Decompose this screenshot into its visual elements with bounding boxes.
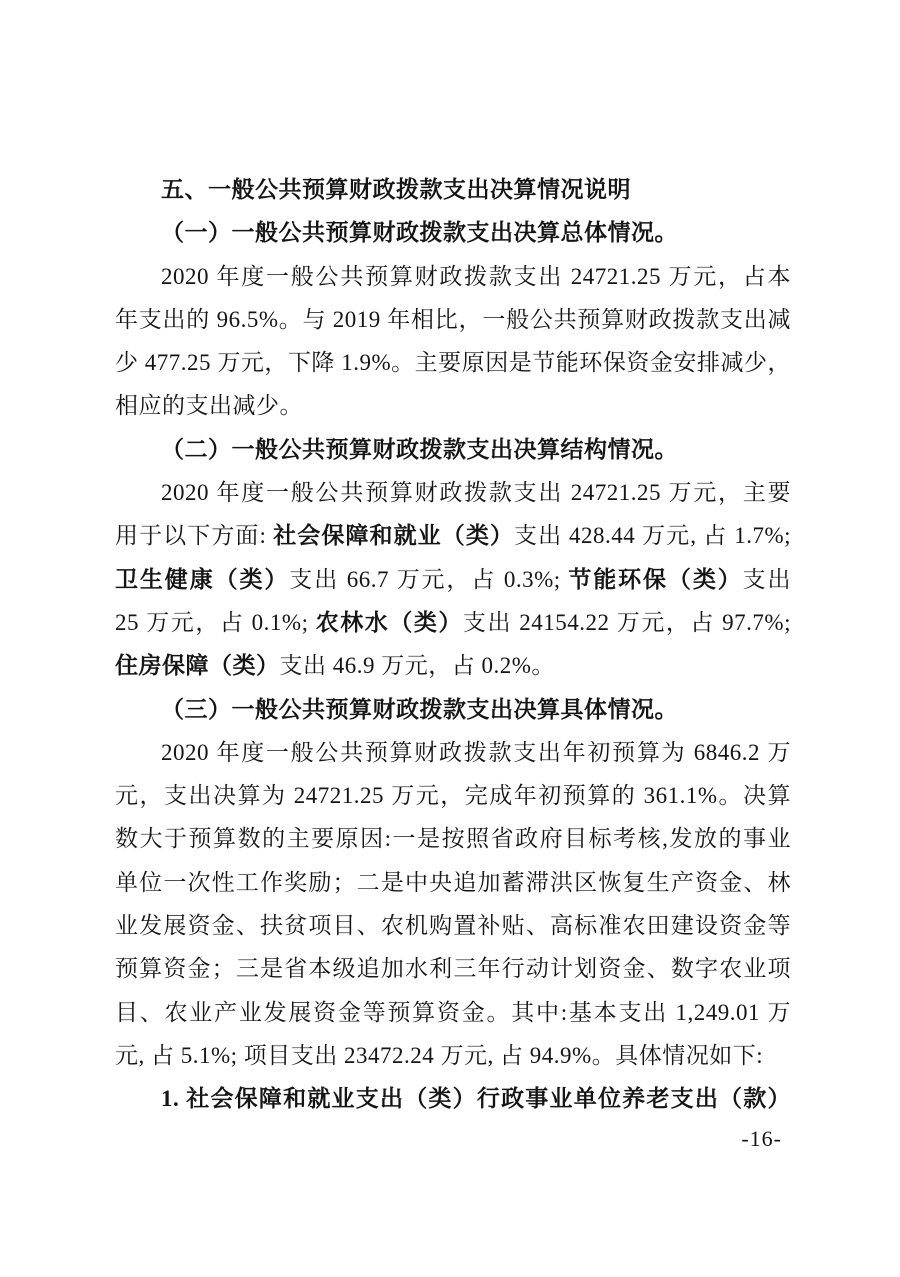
text-line [115,644,791,687]
text-line [115,471,791,514]
text-line [115,774,791,817]
heading-line [115,428,791,471]
document-body [115,168,791,1121]
text-line [115,514,791,557]
text-run: 五、一般公共预算财政拨款支出决算情况说明 [161,177,631,202]
text-run: （一）一般公共预算财政拨款支出决算总体情况。 [161,220,678,246]
text-run: 数大于预算数的主要原因:一是按照省政府目标考核,发放的事业 [115,826,791,852]
text-run: 用于以下方面: [115,523,274,549]
text-run: 少 477.25 万元，下降 1.9%。主要原因是节能环保资金安排减少， [115,350,791,376]
text-line [115,861,791,904]
text-run: 单位一次性工作奖励；二是中央追加蓄滞洪区恢复生产资金、林 [115,869,791,895]
text-run: 1. 社会保障和就业支出（类）行政事业单位养老支出（款） [161,1086,791,1112]
text-line [115,947,791,990]
text-run: 支出 428.44 万元, 占 1.7%; [514,523,792,549]
text-run: 年支出的 96.5%。与 2019 年相比，一般公共预算财政拨款支出减 [115,306,791,332]
text-run: （三）一般公共预算财政拨款支出决算具体情况。 [161,696,678,722]
text-line [115,558,791,601]
text-line [115,298,791,341]
text-run: 支出 [742,566,792,592]
text-line [115,1034,791,1077]
text-run: 农林水（类） [315,609,463,635]
heading-line [115,168,791,211]
text-run: 支出 24154.22 万元，占 97.7%; [462,609,791,635]
text-run: （二）一般公共预算财政拨款支出决算结构情况。 [161,436,678,462]
text-run: 2020 年度一般公共预算财政拨款支出年初预算为 6846.2 万 [161,739,791,765]
text-line [115,731,791,774]
text-run: 25 万元，占 0.1%; [115,609,316,635]
text-line [115,384,791,427]
text-line [115,817,791,860]
heading-line [115,688,791,731]
text-run: 社会保障和就业（类） [273,523,514,549]
text-run: 业发展资金、扶贫项目、农机购置补贴、高标准农田建设资金等 [115,913,791,939]
heading-line [115,1077,791,1120]
text-line [115,904,791,947]
text-run: 支出 66.7 万元，占 0.3%; [289,566,569,592]
page-number: -16- [741,1126,782,1151]
text-run: 2020 年度一般公共预算财政拨款支出 24721.25 万元，占本 [161,263,791,289]
text-line [115,341,791,384]
text-run: 支出 46.9 万元，占 0.2%。 [279,653,555,679]
text-run: 卫生健康（类） [115,566,290,592]
text-run: 预算资金；三是省本级追加水利三年行动计划资金、数字农业项 [115,956,791,982]
text-line [115,991,791,1034]
text-run: 目、农业产业发展资金等预算资金。其中:基本支出 1,249.01 万 [115,999,791,1025]
text-line [115,601,791,644]
text-run: 2020 年度一般公共预算财政拨款支出 24721.25 万元，主要 [161,480,791,506]
text-run: 元, 占 5.1%; 项目支出 23472.24 万元, 占 94.9%。具体情况如下: [115,1042,764,1068]
text-run: 相应的支出减少。 [115,393,303,419]
text-run: 元，支出决算为 24721.25 万元，完成年初预算的 361.1%。决算 [115,783,791,809]
text-run: 节能环保（类） [568,566,743,592]
text-line [115,255,791,298]
text-run: 住房保障（类） [115,653,280,679]
heading-line [115,211,791,254]
